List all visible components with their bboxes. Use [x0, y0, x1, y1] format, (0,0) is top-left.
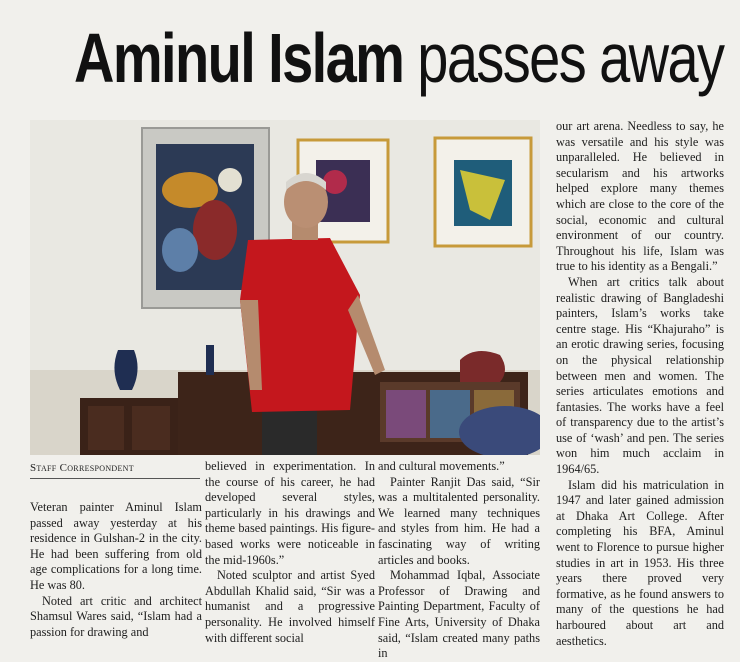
- paragraph: When art critics talk about realistic drawing of Bangladeshi painters, Islam’s works take centre stage. His “Khajuraho” is an erotic drawing series, focusing on the physical relationship between men and women. The series articulates emotions and fantasies. The works have a feel of transparency due to the artist’s use of ‘wash’ and pen. The series won him much acclaim in 1964/65.: [556, 274, 724, 477]
- article-column-1: [30, 500, 202, 640]
- article-column-2: [205, 459, 375, 646]
- article-photo: [30, 120, 540, 455]
- paragraph: and cultural movements.”: [378, 459, 505, 473]
- paragraph: Mohammad Iqbal, Associate Professor of Drawing and Painting Department, Faculty of Fine Arts, University of Dhaka said, “Islam created many paths in: [378, 568, 540, 661]
- paragraph: Veteran painter Aminul Islam passed away yesterday at his residence in Gulshan-2 in the city. He had been suffering from old age complications for a long time. He was 80.: [30, 500, 202, 592]
- paragraph: our art arena. Needless to say, he was versatile and his style was unparalleled. He believed in secularism and his artworks helped explore many themes which are close to the core of the social, economic and cultural environment of our country. Throughout his life, Islam was true to his identity as a Bengali.”: [556, 119, 724, 274]
- paragraph: Noted art critic and architect Shamsul Wares said, “Islam had a passion for drawing and: [30, 593, 202, 639]
- painter-in-studio-photo: [30, 120, 540, 455]
- paragraph: Islam did his matriculation in 1947 and later gained admission at Dhaka Art College. After completing his BFA, Aminul went to Florence to pursue higher studies in art in 1953. His three years there proved very formative, as he found answers to many of the questions he had harboured about art and aesthetics.: [556, 477, 724, 648]
- headline: [74, 18, 724, 98]
- article-column-3: [378, 459, 540, 662]
- paragraph: believed in experimentation. In the course of his career, he had developed several styles, particularly in his drawings and theme based paintings. His figure-based works were noticeable in the mid-1960s.”: [205, 459, 375, 567]
- paragraph: Painter Ranjit Das said, “Sir was a multitalented personality. We learned many techniques and styles from him. He had a fascinating way of writing articles and books.: [378, 474, 540, 567]
- paragraph: Noted sculptor and artist Syed Abdullah Khalid said, “Sir was a humanist and a progressive personality. He involved himself with different social: [205, 568, 375, 645]
- byline: Staff Correspondent: [30, 462, 200, 479]
- article-column-4: [556, 119, 724, 649]
- headline-name: Aminul Islam: [74, 19, 404, 97]
- headline-rest: passes away: [417, 19, 724, 97]
